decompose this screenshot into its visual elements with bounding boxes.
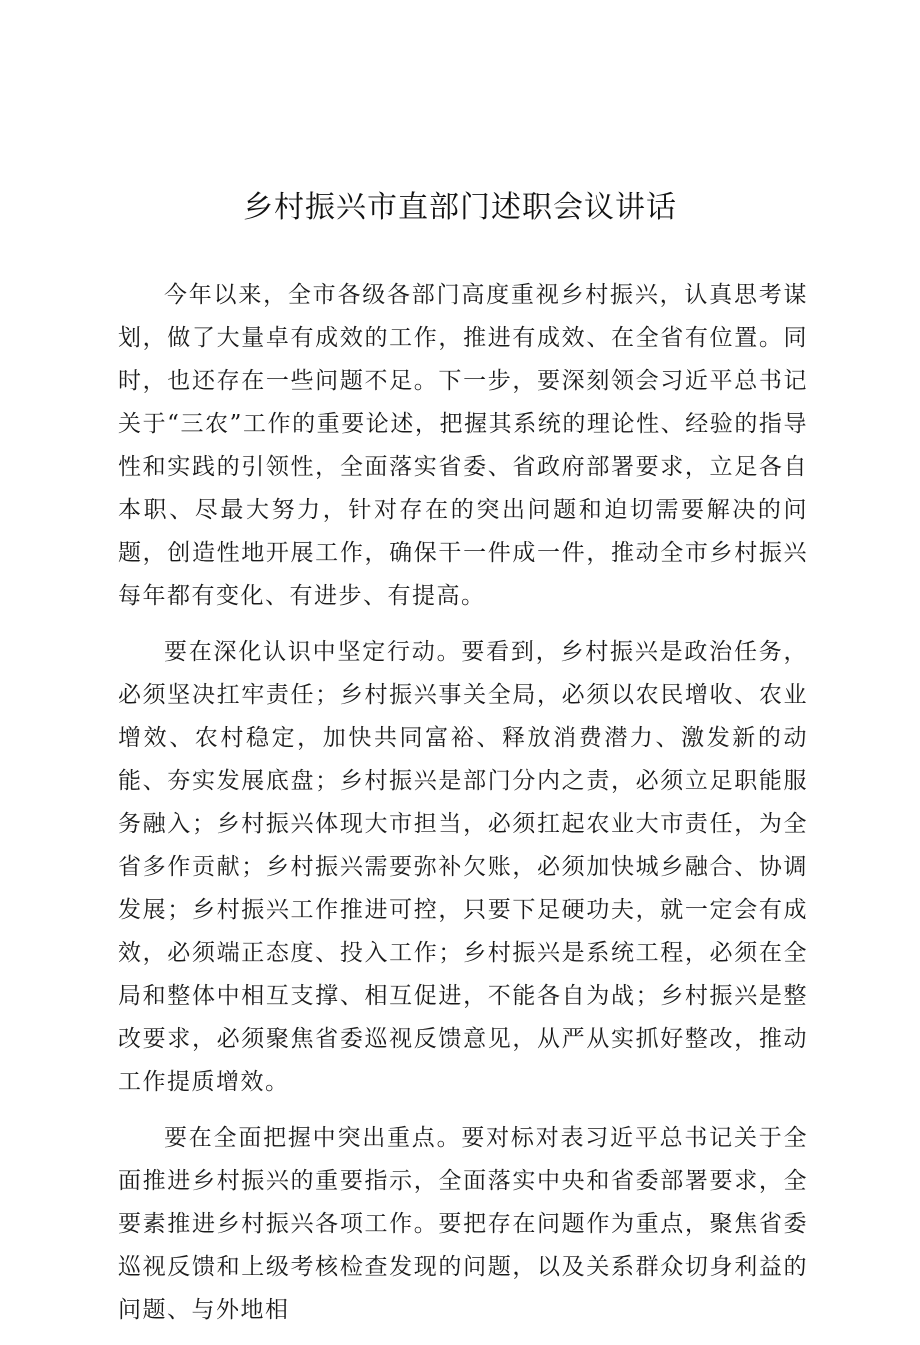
document-body	[118, 274, 808, 1345]
paragraph-key-points: 要在全面把握中突出重点。要对标对表习近平总书记关于全面推进乡村振兴的重要指示，全面落实中央和省委部署要求，全要素推进乡村振兴各项工作。要把存在问题作为重点，聚焦省委巡视反馈和上级考核检查发现的问题，以及关系群众切身利益的问题、与外地相	[118, 1125, 808, 1323]
paragraph-deepen-understanding: 要在深化认识中坚定行动。要看到，乡村振兴是政治任务，必须坚决扛牢责任；乡村振兴事关全局，必须以农民增收、农业增效、农村稳定，加快共同富裕、释放消费潜力、激发新的动能、夯实发展底盘；乡村振兴是部门分内之责，必须立足职能服务融入；乡村振兴体现大市担当，必须扛起农业大市责任，为全省多作贡献；乡村振兴需要弥补欠账，必须加快城乡融合、协调发展；乡村振兴工作推进可控，只要下足硬功夫，就一定会有成效，必须端正态度、投入工作；乡村振兴是系统工程，必须在全局和整体中相互支撑、相互促进，不能各自为战；乡村振兴是整改要求，必须聚焦省委巡视反馈意见，从严从实抓好整改，推动工作提质增效。	[118, 639, 808, 1095]
document-title: 乡村振兴市直部门述职会议讲话	[243, 190, 677, 225]
paragraph-intro: 今年以来，全市各级各部门高度重视乡村振兴，认真思考谋划，做了大量卓有成效的工作，推进有成效、在全省有位置。同时，也还存在一些问题不足。下一步，要深刻领会习近平总书记关于“三农”工作的重要论述，把握其系统的理论性、经验的指导性和实践的引领性，全面落实省委、省政府部署要求，立足各自本职、尽最大努力，针对存在的突出问题和迫切需要解决的问题，创造性地开展工作，确保干一件成一件，推动全市乡村振兴每年都有变化、有进步、有提高。	[118, 282, 808, 609]
